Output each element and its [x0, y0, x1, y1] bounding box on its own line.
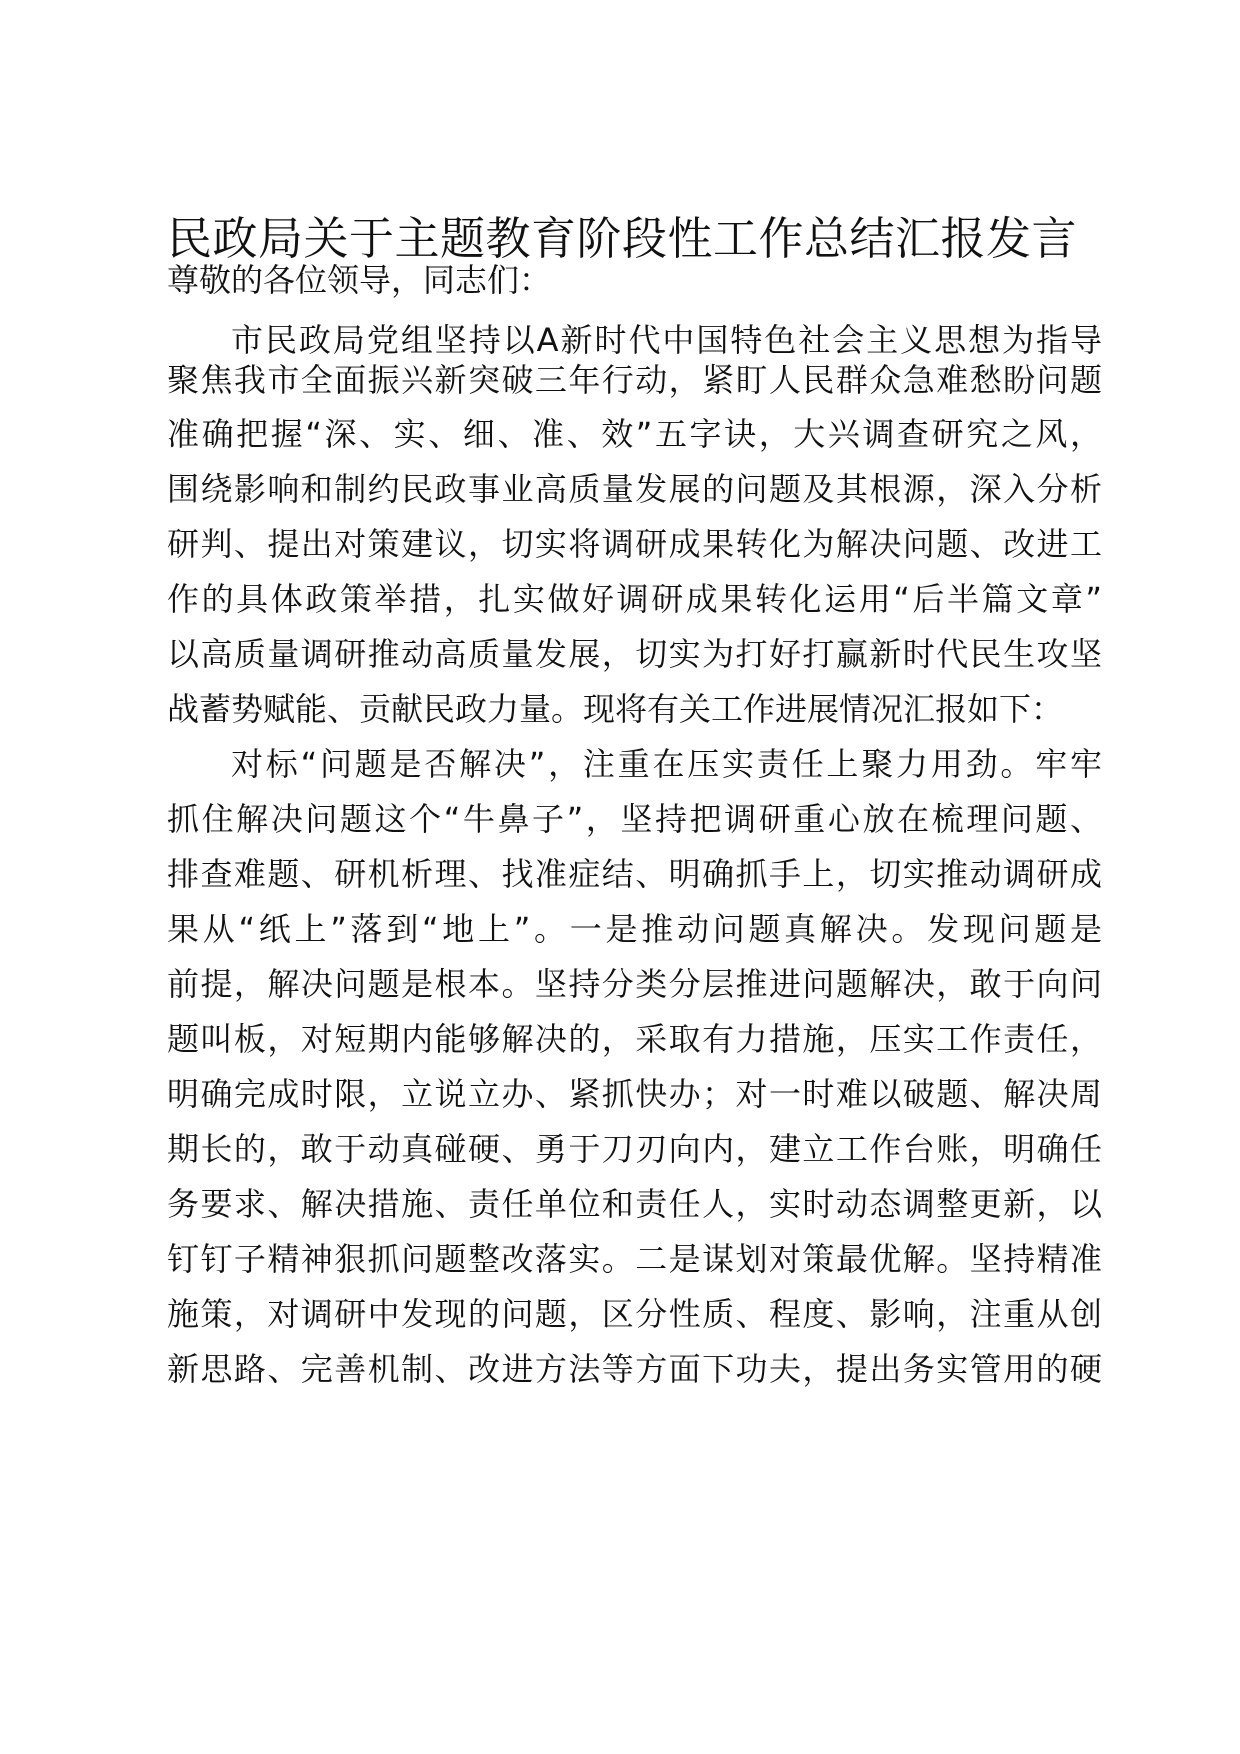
paragraph-1-line-2: 聚焦我市全面振兴新突破三年行动，紧盯人民群众急难愁盼问题 [167, 361, 1102, 399]
paragraph-1-line-8: 战蓄势赋能、贡献民政力量。现将有关工作进展情况汇报如下： [167, 690, 1064, 728]
paragraph-2-line-2: 抓住解决问题这个“牛鼻子”，坚持把调研重心放在梳理问题、 [167, 800, 1102, 838]
paragraph-2-line-6: 题叫板，对短期内能够解决的，采取有力措施，压实工作责任， [167, 1020, 1102, 1058]
document-title: 民政局关于主题教育阶段性工作总结汇报发言 [167, 212, 1078, 265]
paragraph-1-line-6: 作的具体政策举措，扎实做好调研成果转化运用“后半篇文章” [167, 580, 1102, 618]
paragraph-2-line-4: 果从“纸上”落到“地上”。一是推动问题真解决。发现问题是 [167, 910, 1102, 948]
paragraph-2-line-11: 施策，对调研中发现的问题，区分性质、程度、影响，注重从创 [167, 1295, 1102, 1333]
paragraph-2-line-1: 对标“问题是否解决”，注重在压实责任上聚力用劲。牢牢 [231, 745, 1102, 783]
paragraph-2-line-10: 钉钉子精神狠抓问题整改落实。二是谋划对策最优解。坚持精准 [167, 1240, 1102, 1278]
paragraph-2-line-5: 前提，解决问题是根本。坚持分类分层推进问题解决，敢于向问 [167, 965, 1102, 1003]
paragraph-2-line-7: 明确完成时限，立说立办、紧抓快办；对一时难以破题、解决周 [167, 1075, 1102, 1113]
paragraph-1-line-7: 以高质量调研推动高质量发展，切实为打好打赢新时代民生攻坚 [167, 635, 1102, 673]
paragraph-2-line-3: 排查难题、研机析理、找准症结、明确抓手上，切实推动调研成 [167, 855, 1102, 893]
paragraph-1-line-3: 准确把握“深、实、细、准、效”五字诀，大兴调查研究之风， [167, 415, 1102, 453]
paragraph-2-line-12: 新思路、完善机制、改进方法等方面下功夫，提出务实管用的硬 [167, 1350, 1102, 1388]
paragraph-1-line-4: 围绕影响和制约民政事业高质量发展的问题及其根源，深入分析 [167, 470, 1102, 508]
greeting-line: 尊敬的各位领导，同志们： [167, 261, 552, 299]
paragraph-2-line-8: 期长的，敢于动真碰硬、勇于刀刃向内，建立工作台账，明确任 [167, 1130, 1102, 1168]
paragraph-1-line-5: 研判、提出对策建议，切实将调研成果转化为解决问题、改进工 [167, 525, 1102, 563]
paragraph-2-line-9: 务要求、解决措施、责任单位和责任人，实时动态调整更新，以 [167, 1185, 1102, 1223]
paragraph-1-line-1: 市民政局党组坚持以A新时代中国特色社会主义思想为指导 [231, 321, 1102, 359]
